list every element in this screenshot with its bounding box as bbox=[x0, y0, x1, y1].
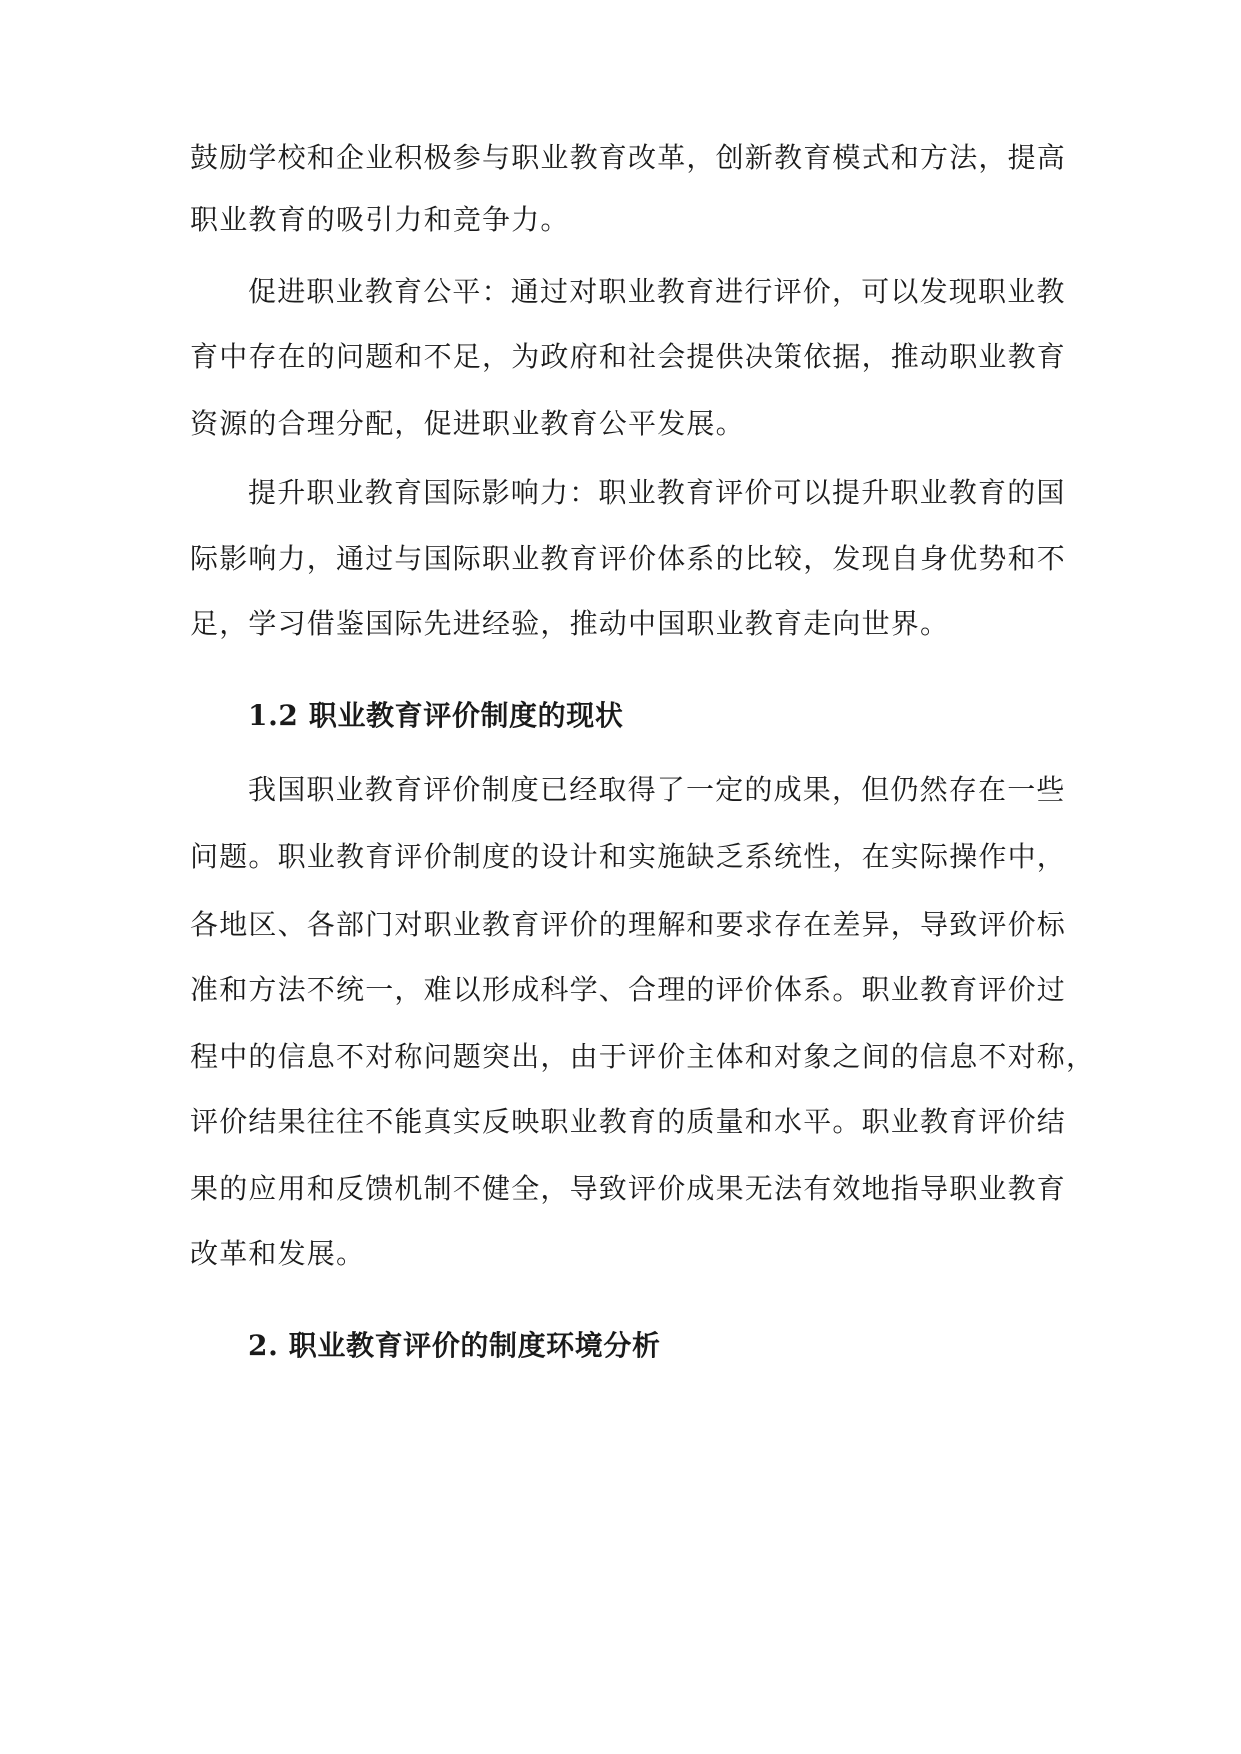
paragraph-1-line-2: 职业教育的吸引力和竞争力。 bbox=[190, 203, 570, 236]
paragraph-3-line-2: 际影响力，通过与国际职业教育评价体系的比较，发现自身优势和不 bbox=[190, 542, 1067, 575]
paragraph-4-line-2: 问题。职业教育评价制度的设计和实施缺乏系统性，在实际操作中， bbox=[190, 840, 1067, 873]
paragraph-2-line-2: 育中存在的问题和不足，为政府和社会提供决策依据，推动职业教育 bbox=[190, 340, 1067, 373]
paragraph-1-line-1: 鼓励学校和企业积极参与职业教育改革，创新教育模式和方法，提高 bbox=[190, 141, 1067, 174]
paragraph-2-line-1: 促进职业教育公平：通过对职业教育进行评价，可以发现职业教 bbox=[248, 275, 1066, 308]
paragraph-4-line-6: 评价结果往往不能真实反映职业教育的质量和水平。职业教育评价结 bbox=[190, 1105, 1067, 1138]
paragraph-4-line-3: 各地区、各部门对职业教育评价的理解和要求存在差异，导致评价标 bbox=[190, 908, 1067, 941]
paragraph-2-line-3: 资源的合理分配，促进职业教育公平发展。 bbox=[190, 407, 745, 440]
paragraph-3-line-3: 足，学习借鉴国际先进经验，推动中国职业教育走向世界。 bbox=[190, 607, 950, 640]
paragraph-4-line-1: 我国职业教育评价制度已经取得了一定的成果，但仍然存在一些 bbox=[248, 773, 1066, 806]
paragraph-3-line-1: 提升职业教育国际影响力：职业教育评价可以提升职业教育的国 bbox=[248, 476, 1066, 509]
paragraph-4-line-8: 改革和发展。 bbox=[190, 1237, 366, 1270]
paragraph-4-line-5: 程中的信息不对称问题突出，由于评价主体和对象之间的信息不对称， bbox=[190, 1040, 1096, 1073]
paragraph-4-line-4: 准和方法不统一，难以形成科学、合理的评价体系。职业教育评价过 bbox=[190, 973, 1067, 1006]
paragraph-4-line-7: 果的应用和反馈机制不健全，导致评价成果无法有效地指导职业教育 bbox=[190, 1172, 1067, 1205]
section-heading-2: 2. 职业教育评价的制度环境分析 bbox=[248, 1329, 661, 1362]
section-heading-1-2: 1.2 职业教育评价制度的现状 bbox=[248, 699, 624, 732]
